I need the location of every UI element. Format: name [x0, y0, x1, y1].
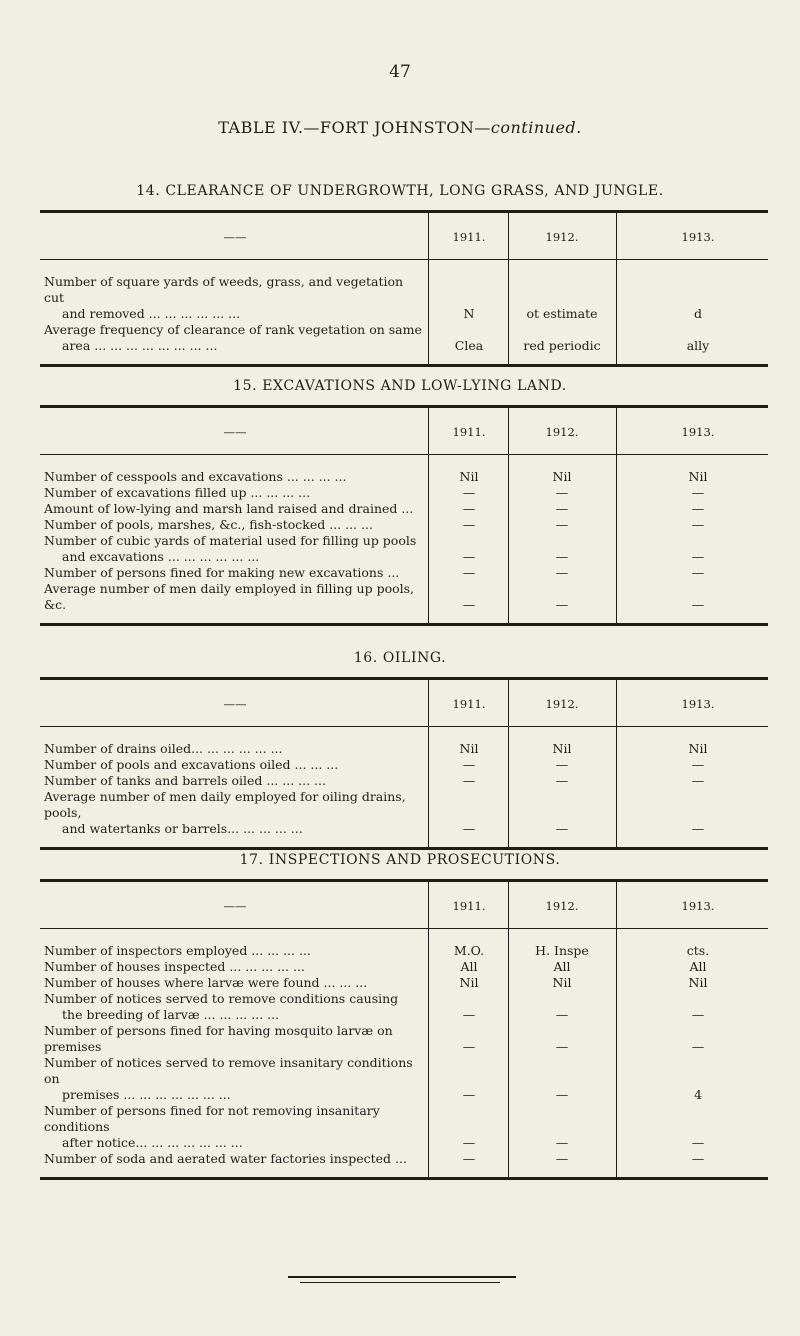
cell-1913: All: [689, 959, 707, 974]
cell-1911: —: [462, 1087, 476, 1102]
cell-1912: —: [555, 485, 569, 500]
cell-1912: —: [555, 501, 569, 516]
cell-1913: —: [691, 597, 705, 612]
table-row: [40, 741, 768, 757]
row-label: [40, 274, 422, 322]
table-row: [40, 943, 768, 959]
cell-1911: All: [460, 959, 478, 974]
row-label-line: Average frequency of clearance of rank vegetation on same: [44, 322, 422, 337]
row-label-line: Number of inspectors employed ... ... ... ...: [44, 943, 311, 958]
row-label-continuation: and excavations ... ... ... ... ... ...: [62, 549, 260, 564]
row-label: [40, 741, 422, 757]
row-label-line: Number of notices served to remove insanitary conditions on: [44, 1055, 413, 1086]
row-label-line: Number of pools, marshes, &c., fish-stocked ... ... ...: [44, 517, 373, 532]
row-label-line: Number of soda and aerated water factories inspected ...: [44, 1151, 407, 1166]
table-row: [40, 1055, 768, 1103]
table-row: [40, 789, 768, 837]
cell-1911: —: [462, 1007, 476, 1022]
table-row: [40, 469, 768, 485]
table-heading-continued: continued.: [490, 118, 582, 137]
cell-1911: —: [462, 1135, 476, 1150]
header-blank: ——: [223, 899, 247, 913]
table-body: [40, 929, 768, 1177]
row-label-continuation: the breeding of larvæ ... ... ... ... ...: [62, 1007, 280, 1022]
table-row: [40, 322, 768, 354]
cell-1913: —: [691, 821, 705, 836]
table-heading-main: TABLE IV.—FORT JOHNSTON—: [218, 118, 491, 137]
table-body: [40, 727, 768, 847]
table-row: [40, 773, 768, 789]
page-number: 47: [389, 62, 411, 82]
cell-1912: —: [555, 757, 569, 772]
row-label: [40, 757, 422, 773]
section-title: 17. INSPECTIONS AND PROSECUTIONS.: [239, 852, 561, 868]
row-label-line: Amount of low-lying and marsh land raised and drained ...: [44, 501, 414, 516]
header-blank: ——: [223, 697, 247, 711]
cell-1912: —: [555, 1007, 569, 1022]
row-label-line: Number of persons fined for making new excavations ...: [44, 565, 400, 580]
cell-1913: Nil: [688, 469, 708, 484]
cell-1912: —: [555, 1151, 569, 1166]
row-label-line: Number of square yards of weeds, grass, and vegetation cut: [44, 274, 404, 305]
table-body: [40, 260, 768, 364]
table-header: [40, 213, 768, 260]
cell-1913: Nil: [688, 741, 708, 756]
table-header: [40, 408, 768, 455]
row-label: [40, 1151, 422, 1167]
cell-1911: —: [462, 757, 476, 772]
cell-1913: d: [693, 306, 702, 321]
row-label: [40, 1055, 422, 1103]
cell-1911: —: [462, 1039, 476, 1054]
cell-1911: —: [462, 485, 476, 500]
table-row: [40, 501, 768, 517]
cell-1913: Nil: [688, 975, 708, 990]
table-row: [40, 485, 768, 501]
cell-1913: 4: [694, 1087, 702, 1102]
end-rule-thin: [300, 1282, 500, 1283]
table-header: [40, 680, 768, 727]
table-body: [40, 455, 768, 623]
header-blank: ——: [223, 425, 247, 439]
section-table: [40, 405, 768, 626]
cell-1912: ot estimate: [526, 306, 598, 321]
table-row: [40, 581, 768, 613]
table-row: [40, 565, 768, 581]
row-label-line: Number of houses inspected ... ... ... ... ...: [44, 959, 305, 974]
cell-1913: —: [691, 549, 705, 564]
row-label-line: Average number of men daily employed in filling up pools, &c.: [44, 581, 415, 612]
row-label: [40, 959, 422, 975]
header-blank: ——: [223, 230, 247, 244]
cell-1911: —: [462, 517, 476, 532]
row-label-line: Number of pools and excavations oiled ... ... ...: [44, 757, 339, 772]
table-row: [40, 274, 768, 322]
table-row: [40, 1023, 768, 1055]
cell-1913: —: [691, 773, 705, 788]
cell-1912: —: [555, 1087, 569, 1102]
row-label-line: Number of houses where larvæ were found ... ... ...: [44, 975, 368, 990]
header-y3: 1913.: [681, 899, 715, 913]
table-row: [40, 757, 768, 773]
row-label-line: Number of drains oiled... ... ... ... ... ...: [44, 741, 283, 756]
cell-1913: ally: [686, 338, 710, 353]
table-header: [40, 882, 768, 929]
table-row: [40, 975, 768, 991]
header-y2: 1912.: [545, 899, 579, 913]
cell-1913: —: [691, 565, 705, 580]
header-y3: 1913.: [681, 230, 715, 244]
row-label-line: Number of tanks and barrels oiled ... ... ... ...: [44, 773, 326, 788]
cell-1913: —: [691, 1135, 705, 1150]
cell-1911: —: [462, 1151, 476, 1166]
header-y2: 1912.: [545, 230, 579, 244]
cell-1912: —: [555, 597, 569, 612]
header-y1: 1911.: [452, 230, 486, 244]
cell-1911: Nil: [459, 469, 479, 484]
header-y1: 1911.: [452, 899, 486, 913]
row-label-continuation: premises ... ... ... ... ... ... ...: [62, 1087, 231, 1102]
cell-1912: —: [555, 549, 569, 564]
cell-1912: —: [555, 773, 569, 788]
cell-1912: —: [555, 1039, 569, 1054]
cell-1913: —: [691, 1007, 705, 1022]
section-title: 14. CLEARANCE OF UNDERGROWTH, LONG GRASS, AND JUNGLE.: [136, 183, 664, 199]
row-label: [40, 565, 422, 581]
cell-1913: —: [691, 517, 705, 532]
cell-1911: —: [462, 773, 476, 788]
cell-1911: Nil: [459, 975, 479, 990]
row-label: [40, 975, 422, 991]
row-label: [40, 469, 422, 485]
row-label: [40, 322, 422, 354]
table-heading: [0, 118, 800, 137]
section-table: [40, 677, 768, 850]
row-label-line: Number of cesspools and excavations ... ... ... ...: [44, 469, 347, 484]
row-label-line: Number of notices served to remove conditions causing: [44, 991, 399, 1006]
end-rule: [288, 1276, 516, 1278]
cell-1913: —: [691, 757, 705, 772]
row-label: [40, 501, 422, 517]
table-row: [40, 533, 768, 565]
table-row: [40, 1103, 768, 1151]
cell-1911: —: [462, 501, 476, 516]
cell-1911: N: [463, 306, 475, 321]
table-row: [40, 991, 768, 1023]
cell-1911: M.O.: [453, 943, 485, 958]
cell-1913: cts.: [686, 943, 710, 958]
row-label: [40, 991, 422, 1023]
cell-1913: —: [691, 1039, 705, 1054]
header-y3: 1913.: [681, 425, 715, 439]
cell-1913: —: [691, 1151, 705, 1166]
cell-1911: —: [462, 821, 476, 836]
section-title: 16. OILING.: [353, 650, 447, 666]
row-label-continuation: and watertanks or barrels... ... ... ... ...: [62, 821, 303, 836]
cell-1912: Nil: [552, 741, 572, 756]
section-table: [40, 210, 768, 367]
cell-1912: Nil: [552, 975, 572, 990]
cell-1912: All: [553, 959, 571, 974]
row-label-continuation: after notice... ... ... ... ... ... ...: [62, 1135, 243, 1150]
table-row: [40, 517, 768, 533]
row-label: [40, 773, 422, 789]
cell-1912: —: [555, 517, 569, 532]
row-label: [40, 485, 422, 501]
cell-1911: Nil: [459, 741, 479, 756]
cell-1911: —: [462, 597, 476, 612]
section-title: 15. EXCAVATIONS AND LOW-LYING LAND.: [233, 378, 567, 394]
cell-1913: —: [691, 501, 705, 516]
row-label: [40, 789, 422, 837]
cell-1912: H. Inspe: [535, 943, 589, 958]
row-label: [40, 943, 422, 959]
row-label-line: Number of persons fined for not removing insanitary conditions: [44, 1103, 380, 1134]
row-label-line: Number of persons fined for having mosquito larvæ on premises: [44, 1023, 393, 1054]
row-label-line: Number of excavations filled up ... ... ... ...: [44, 485, 311, 500]
section-table: [40, 879, 768, 1180]
row-label-line: Number of cubic yards of material used for filling up pools: [44, 533, 417, 548]
cell-1912: —: [555, 821, 569, 836]
header-y1: 1911.: [452, 425, 486, 439]
cell-1913: —: [691, 485, 705, 500]
header-y2: 1912.: [545, 425, 579, 439]
row-label: [40, 517, 422, 533]
header-y1: 1911.: [452, 697, 486, 711]
row-label: [40, 1023, 422, 1055]
row-label-continuation: and removed ... ... ... ... ... ...: [62, 306, 241, 321]
cell-1912: —: [555, 1135, 569, 1150]
row-label-line: Average number of men daily employed for oiling drains, pools,: [44, 789, 406, 820]
cell-1912: —: [555, 565, 569, 580]
row-label: [40, 581, 422, 613]
cell-1912: red periodic: [523, 338, 601, 353]
header-y2: 1912.: [545, 697, 579, 711]
header-y3: 1913.: [681, 697, 715, 711]
cell-1911: —: [462, 565, 476, 580]
table-row: [40, 959, 768, 975]
cell-1911: —: [462, 549, 476, 564]
row-label: [40, 533, 422, 565]
cell-1911: Clea: [454, 338, 484, 353]
row-label: [40, 1103, 422, 1151]
cell-1912: Nil: [552, 469, 572, 484]
row-label-continuation: area ... ... ... ... ... ... ... ...: [62, 338, 218, 353]
table-row: [40, 1151, 768, 1167]
